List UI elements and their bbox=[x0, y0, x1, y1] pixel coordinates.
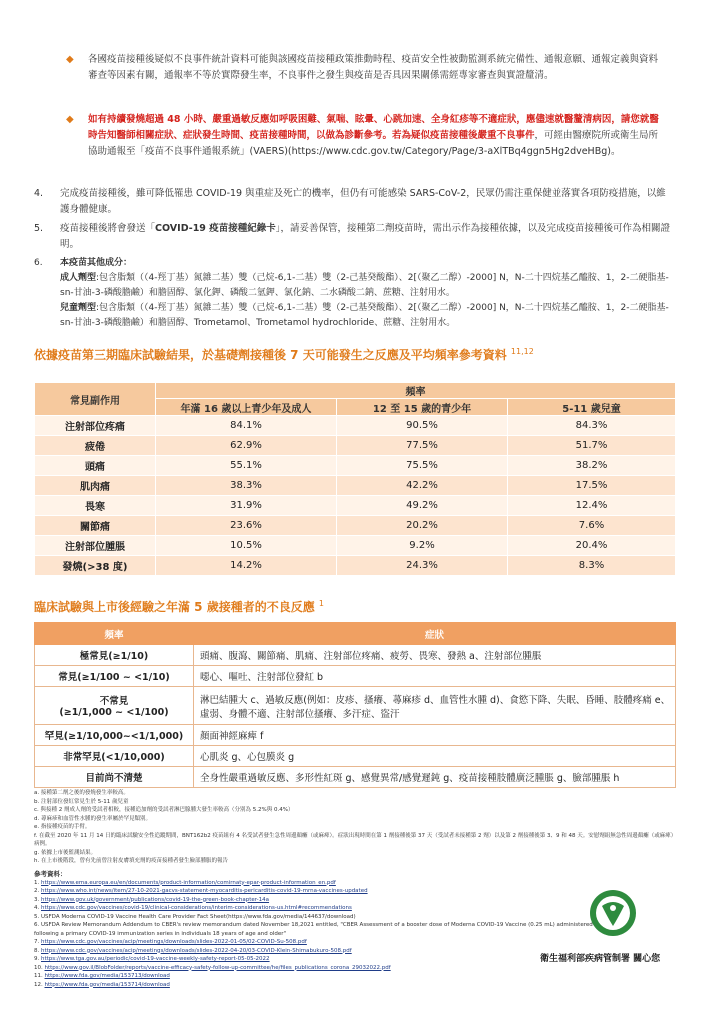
table-row bbox=[35, 536, 676, 556]
row-label: 肌肉痛 bbox=[35, 476, 156, 496]
cell-value: 84.1% bbox=[156, 416, 337, 436]
adult-ingredients: :包含脂類（（4-羥丁基）氮雜二基）雙（己烷-6,1-二基）雙（2-己基癸酸酯）、2[（聚乙二醇）-2000] N，N-二十四烷基乙醯胺、1，2-二硬脂基-sn-甘油-3-磷酸膽鹼）和膽固醇、氯化鉀、磷酸二氫鉀、氯化鈉、二水磷酸二鈉、蔗糖、注射用水。 bbox=[60, 273, 669, 298]
table-row bbox=[35, 767, 676, 788]
ref-link[interactable]: https://www.gov.il/BlobFolder/reports/vaccine-efficacy-safety-follow-up-committee/he/files_publications_corona_29032022.pdf bbox=[44, 964, 391, 971]
table-row bbox=[35, 556, 676, 576]
table-row bbox=[35, 516, 676, 536]
col-teen: 12 至 15 歲的青少年 bbox=[337, 399, 508, 416]
ref-text: USFDA Moderna COVID-19 Vaccine Health Care Provider Fact Sheet(https://www.fda.gov/media/144637/download) bbox=[41, 913, 356, 920]
ref-text: USFDA Review Memorandum Addendum to CBER's review memorandum dated November 18,2021 entitled, "CBER Assessment of a booster dose of Moderna COVID-19 Vaccine (0.25 mL) administered following a primary COVID-19 immunization series in individuals 18 years of age and older" bbox=[34, 922, 593, 937]
cell-value: 75.5% bbox=[337, 456, 508, 476]
ref-link[interactable]: https://www.who.int/news/item/27-10-2021-gacvs-statement-myocarditis-pericarditis-covid-19-mrna-vaccines-updated bbox=[41, 888, 368, 894]
ref-num: 3. bbox=[34, 896, 40, 903]
ref-num: 6. bbox=[34, 922, 40, 928]
cell-value: 20.4% bbox=[508, 536, 676, 556]
item-text: 完成疫苗接種後，雖可降低罹患 COVID-19 與重症及死亡的機率，但仍有可能感染 SARS-CoV-2，民眾仍需注重保健並落實各項防疫措施，以維護身體健康。 bbox=[60, 188, 666, 215]
reference-item[interactable] bbox=[34, 972, 594, 981]
reference-item[interactable] bbox=[34, 904, 594, 913]
table1-heading bbox=[34, 346, 534, 363]
reference-item[interactable] bbox=[34, 955, 594, 964]
cell-value: 23.6% bbox=[156, 516, 337, 536]
cell-value: 9.2% bbox=[337, 536, 508, 556]
reference-item[interactable] bbox=[34, 896, 594, 905]
ref-link[interactable]: https://www.cdc.gov/vaccines/acip/meetings/downloads/slides-2022-04-20/03-COVID-Klein-Shimabukuro-508.pdf bbox=[41, 947, 352, 954]
ref-link[interactable]: https://www.fda.gov/media/153714/download bbox=[44, 981, 170, 988]
reference-item[interactable] bbox=[34, 964, 594, 973]
diamond-bullet-icon: ◆ bbox=[66, 114, 74, 125]
table-row bbox=[35, 436, 676, 456]
reference-item bbox=[34, 913, 594, 922]
item-text bbox=[60, 221, 674, 253]
reference-item[interactable] bbox=[34, 981, 594, 990]
cell-value: 10.5% bbox=[156, 536, 337, 556]
ref-link[interactable]: https://www.fda.gov/media/153713/download bbox=[44, 973, 170, 979]
table2-title: 臨床試驗與上市後經驗之年滿 5 歲接種者的不良反應 bbox=[34, 600, 315, 614]
references bbox=[34, 870, 594, 989]
row-label: 關節痛 bbox=[35, 516, 156, 536]
freq-label: 極常見(≥1/10) bbox=[35, 645, 194, 666]
footnote: b. 注射部位發紅常見生於 5-11 歲兒童 bbox=[34, 798, 129, 805]
ref-link[interactable]: https://www.gov.uk/government/publications/covid-19-the-green-book-chapter-14a bbox=[41, 896, 270, 903]
symptom-text: 顏面神經麻痺 f bbox=[194, 725, 676, 746]
row-label: 注射部位疼痛 bbox=[35, 416, 156, 436]
warning-plain-text: ，可經由醫療院所或衛生局所協助通報至「疫苗不良事件通報系統」(VAERS)(https://www.cdc.gov.tw/Category/Page/3-aXlTBq4ggn5Hg2dveHBg)。 bbox=[88, 130, 659, 157]
item-text bbox=[60, 256, 674, 331]
cell-value: 24.3% bbox=[337, 556, 508, 576]
symptom-text: 全身性嚴重過敏反應、多形性紅斑 g、感覺異常/感覺遲鈍 g、疫苗接種肢體廣泛腫脹 g、臉部腫脹 h bbox=[194, 767, 676, 788]
cell-value: 38.3% bbox=[156, 476, 337, 496]
freq-label: 罕見(≥1/10,000~<1/1,000) bbox=[35, 725, 194, 746]
row-label: 畏寒 bbox=[35, 496, 156, 516]
footnote: d. 蕁麻疹和血管性水腫的發生率屬於罕見類別。 bbox=[34, 815, 151, 822]
symptom-header: 症狀 bbox=[194, 623, 676, 645]
bullet-text: 各國疫苗接種後疑似不良事件統計資料可能與該國疫苗接種政策推動時程、疫苗安全性被動監測系統完備性、通報意願、通報定義與資料審查等因素有關，通報率不等於實際發生率，不良事件之發生與疫苗是否具因果關係需經專家審查與實證釐清。 bbox=[88, 54, 659, 81]
freq-label: 非常罕見(<1/10,000) bbox=[35, 746, 194, 767]
ref-num: 7. bbox=[34, 939, 40, 945]
warning-red-text: 如有持續發燒超過 48 小時、嚴重過敏反應如呼吸困難、氣喘、眩暈、心跳加速、全身紅疹等不適症狀，應儘速就醫釐清病因， bbox=[88, 114, 621, 125]
reference-item[interactable] bbox=[34, 938, 594, 947]
footnote: a. 接種第二劑之後的發燒發生率較高。 bbox=[34, 790, 129, 796]
freq-label: 不常見 (≥1/1,000 ~ <1/100) bbox=[35, 687, 194, 725]
freq-header: 頻率 bbox=[35, 623, 194, 645]
cell-value: 38.2% bbox=[508, 456, 676, 476]
item-4 bbox=[34, 186, 674, 218]
bullet-warning bbox=[66, 112, 660, 160]
adverse-reaction-table bbox=[34, 622, 676, 788]
cell-value: 8.3% bbox=[508, 556, 676, 576]
ref-num: 9. bbox=[34, 956, 40, 962]
table-row bbox=[35, 687, 676, 725]
col-child: 5-11 歲兒童 bbox=[508, 399, 676, 416]
cell-value: 62.9% bbox=[156, 436, 337, 456]
table1-ref: 11,12 bbox=[510, 347, 534, 356]
table-row bbox=[35, 416, 676, 436]
item-6 bbox=[34, 256, 674, 331]
symptom-text: 心肌炎 g、心包膜炎 g bbox=[194, 746, 676, 767]
footer-organization: 衛生福利部疾病管制署 關心您 bbox=[540, 954, 661, 964]
cell-value: 7.6% bbox=[508, 516, 676, 536]
child-label: 兒童劑型 bbox=[60, 303, 97, 313]
freq-label: 常見(≥1/100 ~ <1/10) bbox=[35, 666, 194, 687]
diamond-bullet-icon: ◆ bbox=[66, 54, 74, 65]
col-adult: 年滿 16 歲以上青少年及成人 bbox=[156, 399, 337, 416]
item-number: 5. bbox=[34, 223, 44, 234]
footnote: f. 在截至 2020 年 11 月 14 日的臨床試驗安全性追蹤期間，BNT162b2 疫苗組有 4 名受試者發生急性周邊顏癱（或麻痺）。症狀出現時間在第 1 劑接種後第 37 天（受試者未接種第 2 劑）以及第 2 劑接種後第 3、9 和 48 天。安慰劑組無急性周邊顏癱（或麻痺）病例。 bbox=[34, 832, 674, 847]
footnote: g. 依據上市後監測結果。 bbox=[34, 849, 96, 856]
table-row bbox=[35, 476, 676, 496]
cell-value: 14.2% bbox=[156, 556, 337, 576]
cell-value: 51.7% bbox=[508, 436, 676, 456]
ref-num: 11. bbox=[34, 973, 43, 979]
ref-num: 12. bbox=[34, 981, 43, 988]
cell-value: 31.9% bbox=[156, 496, 337, 516]
record-card-name: COVID-19 疫苗接種紀錄卡 bbox=[155, 223, 276, 234]
table-row bbox=[35, 725, 676, 746]
adult-label: 成人劑型 bbox=[60, 273, 97, 283]
reference-item[interactable] bbox=[34, 879, 594, 888]
table-row bbox=[35, 746, 676, 767]
cell-value: 42.2% bbox=[337, 476, 508, 496]
cdc-logo-icon bbox=[588, 888, 638, 938]
side-effect-header: 常見副作用 bbox=[35, 383, 156, 416]
warning-bold-text: 請您就醫時告知醫師相關症狀、症狀發生時間、疫苗接種時間，以做為診斷參考。若為疑似疫苗接種後嚴重不良事件 bbox=[88, 114, 659, 141]
reference-item[interactable] bbox=[34, 887, 594, 896]
symptom-text: 淋巴結腫大 c、過敏反應(例如：皮疹、搔癢、蕁麻疹 d、血管性水腫 d)、食慾下降、失眠、昏睡、肢體疼痛 e、虛弱、身體不適、注射部位搔癢、多汗症、盜汗 bbox=[194, 687, 676, 725]
frequency-header: 頻率 bbox=[156, 383, 676, 399]
cell-value: 77.5% bbox=[337, 436, 508, 456]
cell-value: 12.4% bbox=[508, 496, 676, 516]
footnote: c. 與接種 2 劑成人劑的受試者相較，接種追加劑的受試者淋巴腺腫大發生率較高（分別為 5.2%與 0.4%） bbox=[34, 807, 294, 813]
ref-link[interactable]: https://www.tga.gov.au/periodic/covid-19-vaccine-weekly-safety-report-05-05-2022 bbox=[41, 956, 270, 962]
symptom-text: 頭痛、腹瀉、關節痛、肌痛、注射部位疼痛、疲勞、畏寒、發熱 a、注射部位腫脹 bbox=[194, 645, 676, 666]
item-5-post: 」，請妥善保管，接種第二劑疫苗時，需出示作為接種依據，以及完成疫苗接種後可作為相關證明。 bbox=[60, 223, 670, 250]
table-row bbox=[35, 496, 676, 516]
ref-num: 4. bbox=[34, 905, 40, 911]
ref-num: 10. bbox=[34, 964, 43, 971]
item-5-pre: 疫苗接種後將會發送「 bbox=[60, 223, 156, 234]
row-label: 疲倦 bbox=[35, 436, 156, 456]
cell-value: 49.2% bbox=[337, 496, 508, 516]
table-row bbox=[35, 645, 676, 666]
bullet-stats-note bbox=[66, 52, 660, 84]
ref-num: 8. bbox=[34, 947, 40, 954]
cell-value: 20.2% bbox=[337, 516, 508, 536]
footnote: e. 指接種疫苗的手臂。 bbox=[34, 824, 91, 830]
references-title: 參考資料： bbox=[34, 870, 67, 878]
bullet-warning-text bbox=[88, 112, 660, 160]
item-number: 6. bbox=[34, 258, 43, 268]
cell-value: 55.1% bbox=[156, 456, 337, 476]
footnotes bbox=[34, 789, 674, 866]
reaction-frequency-table bbox=[34, 382, 676, 576]
row-label: 注射部位腫脹 bbox=[35, 536, 156, 556]
ref-num: 2. bbox=[34, 888, 40, 894]
child-ingredients: :包含脂類（（4-羥丁基）氮雜二基）雙（己烷-6,1-二基）雙（2-己基癸酸酯）、2[（聚乙二醇）-2000] N，N-二十四烷基乙醯胺、1，2-二硬脂基-sn-甘油-3-磷酸膽鹼）和膽固醇、Trometamol、Trometamol hydrochloride、蔗糖、注射用水。 bbox=[60, 303, 669, 328]
table2-ref: 1 bbox=[318, 599, 324, 608]
cell-value: 90.5% bbox=[337, 416, 508, 436]
reference-item bbox=[34, 921, 594, 938]
table1-title: 依據疫苗第三期臨床試驗結果，於基礎劑接種後 7 天可能發生之反應及平均頻率參考資料 bbox=[34, 348, 507, 362]
cell-value: 17.5% bbox=[508, 476, 676, 496]
footnote: h. 在上市後階段，曾有先前曾注射皮膚填充劑的疫苗接種者發生臉部腫脹的報告 bbox=[34, 858, 228, 864]
cell-value: 84.3% bbox=[508, 416, 676, 436]
row-label: 頭痛 bbox=[35, 456, 156, 476]
table-row bbox=[35, 666, 676, 687]
symptom-text: 噁心、嘔吐、注射部位發紅 b bbox=[194, 666, 676, 687]
ingredients-title: 本疫苗其他成分： bbox=[60, 258, 133, 268]
item-5 bbox=[34, 221, 674, 253]
reference-item[interactable] bbox=[34, 947, 594, 956]
ref-num: 5. bbox=[34, 913, 40, 920]
table-row bbox=[35, 456, 676, 476]
table2-heading bbox=[34, 598, 324, 615]
ref-num: 1. bbox=[34, 879, 40, 886]
item-number: 4. bbox=[34, 188, 44, 199]
row-label: 發燒(>38 度) bbox=[35, 556, 156, 576]
ref-link[interactable]: https://www.cdc.gov/vaccines/acip/meetings/downloads/slides-2022-01-05/02-COVID-Su-508.pdf bbox=[41, 939, 307, 945]
ref-link[interactable]: https://www.ema.europa.eu/en/documents/product-information/comirnaty-epar-product-information_en.pdf bbox=[41, 879, 336, 886]
ref-link[interactable]: https://www.cdc.gov/vaccines/covid-19/clinical-considerations/interim-considerations-us.html#recommendations bbox=[41, 905, 352, 911]
freq-label: 目前尚不清楚 bbox=[35, 767, 194, 788]
